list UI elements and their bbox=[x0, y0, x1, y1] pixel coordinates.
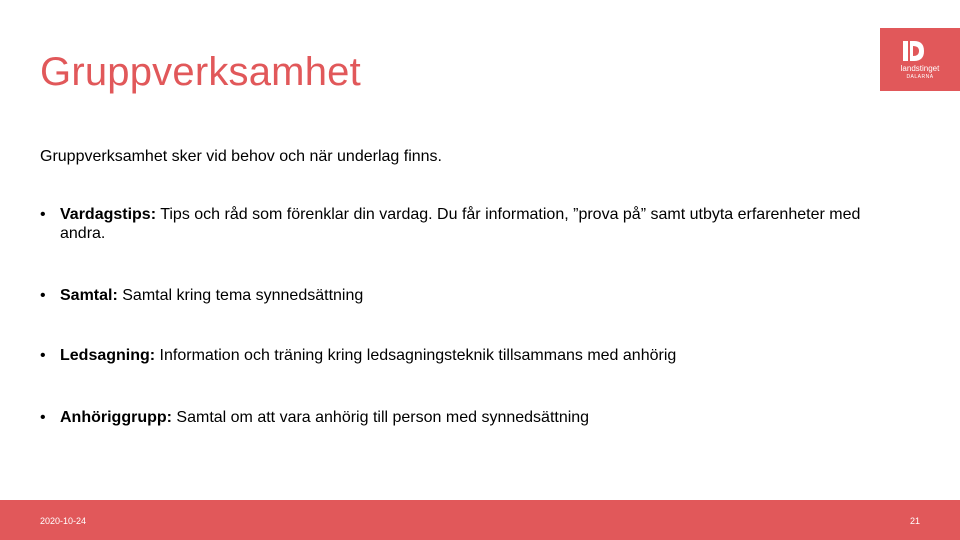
bullet-item bbox=[40, 408, 900, 427]
bullet-dot-icon: • bbox=[40, 206, 46, 223]
bullet-text: Tips och råd som förenklar din vardag. Du får information, ”prova på” samt utbyta erfarenheter med andra. bbox=[60, 206, 861, 242]
logo-region: DALARNA bbox=[906, 74, 934, 80]
bullet-text: Samtal kring tema synnedsättning bbox=[117, 287, 364, 304]
bullet-text: Samtal om att vara anhörig till person med synnedsättning bbox=[171, 409, 590, 426]
footer-bar bbox=[0, 500, 960, 540]
footer-date: 2020-10-24 bbox=[40, 516, 87, 526]
bullet-text: Information och träning kring ledsagningsteknik tillsammans med anhörig bbox=[155, 347, 677, 364]
bullet-term: Anhöriggrupp: bbox=[60, 409, 172, 426]
bullet-term: Samtal: bbox=[60, 287, 118, 304]
organization-logo bbox=[880, 28, 960, 91]
slide-title: Gruppverksamhet bbox=[40, 50, 361, 94]
bullet-item bbox=[40, 205, 900, 243]
bullet-dot-icon: • bbox=[40, 347, 46, 364]
bullet-dot-icon: • bbox=[40, 409, 46, 426]
bullet-dot-icon: • bbox=[40, 287, 46, 304]
landstinget-dalarna-logo-icon bbox=[902, 40, 938, 64]
bullet-item bbox=[40, 346, 900, 365]
intro-text: Gruppverksamhet sker vid behov och när underlag finns. bbox=[40, 148, 442, 165]
bullet-term: Ledsagning: bbox=[60, 347, 156, 364]
logo-name: landstinget bbox=[900, 64, 940, 73]
bullet-item bbox=[40, 286, 900, 305]
bullet-term: Vardagstips: bbox=[60, 206, 157, 223]
page-number: 21 bbox=[909, 516, 920, 526]
